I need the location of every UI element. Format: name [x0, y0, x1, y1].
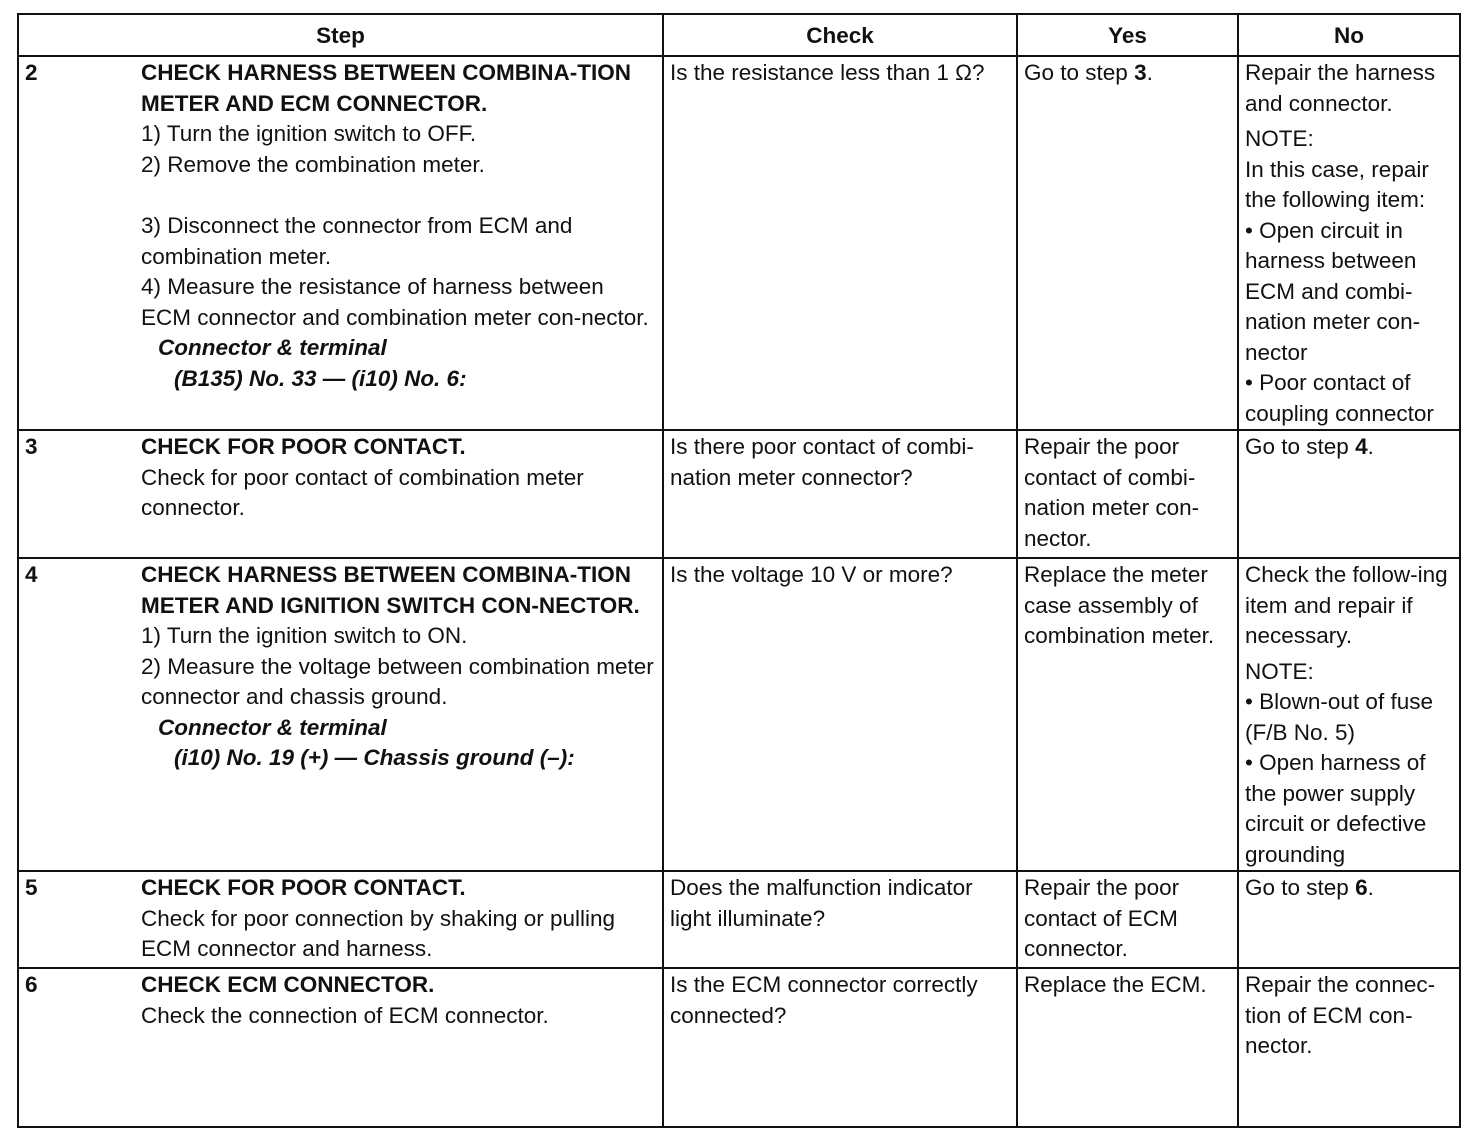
no-action: Check the follow-ing item and repair if necessary.	[1245, 562, 1448, 648]
check-cell	[663, 871, 1017, 968]
step-cell	[18, 871, 663, 968]
yes-cell	[1017, 430, 1238, 558]
header-row	[18, 14, 1460, 56]
header-no: No	[1238, 14, 1460, 56]
check-cell	[663, 558, 1017, 871]
no-action: Go to step 4.	[1245, 434, 1374, 459]
yes-cell	[1017, 56, 1238, 430]
check-question: Is the resistance less than 1 Ω?	[670, 60, 985, 85]
check-question: Is the ECM connector correctly connected?	[670, 972, 978, 1028]
no-cell	[1238, 968, 1460, 1127]
connector-terminal: (i10) No. 19 (+) — Chassis ground (–):	[174, 745, 575, 770]
step-number: 3	[25, 434, 38, 459]
check-cell	[663, 56, 1017, 430]
step-title: CHECK FOR POOR CONTACT.	[141, 434, 466, 459]
note-item: • Open harness of the power supply circuit or defective grounding	[1245, 750, 1427, 867]
no-cell	[1238, 430, 1460, 558]
step-description: Check for poor contact of combination meter connector.	[141, 464, 584, 520]
yes-cell	[1017, 968, 1238, 1127]
step-title: CHECK HARNESS BETWEEN COMBINA-TION METER AND ECM CONNECTOR.	[141, 60, 632, 116]
no-action: Go to step 6.	[1245, 875, 1374, 900]
table-row	[18, 968, 1460, 1127]
yes-action: Repair the poor contact of combi-nation meter con-nector.	[1024, 434, 1200, 551]
step-instruction: 1) Turn the ignition switch to OFF.	[141, 121, 477, 146]
no-cell	[1238, 871, 1460, 968]
header-check: Check	[663, 14, 1017, 56]
table-row	[18, 871, 1460, 968]
step-description: Check the connection of ECM connector.	[141, 1002, 549, 1028]
step-title: CHECK FOR POOR CONTACT.	[141, 875, 466, 900]
step-title: CHECK ECM CONNECTOR.	[141, 972, 435, 997]
connector-label: Connector & terminal	[158, 335, 387, 360]
step-description: Check for poor connection by shaking or pulling ECM connector and harness.	[141, 905, 616, 961]
note-label: NOTE:	[1245, 658, 1314, 684]
yes-cell	[1017, 871, 1238, 968]
step-number: 5	[25, 875, 38, 900]
note-label: NOTE:	[1245, 126, 1314, 151]
note-item: • Open circuit in harness between ECM and combi-nation meter con-nector	[1245, 217, 1421, 365]
step-cell	[18, 558, 663, 871]
no-cell	[1238, 56, 1460, 430]
step-instruction: 3) Disconnect the connector from ECM and combination meter.	[141, 213, 573, 269]
note-item: • Blown-out of fuse (F/B No. 5)	[1245, 689, 1433, 745]
yes-cell	[1017, 558, 1238, 871]
note-item: • Poor contact of coupling connector	[1245, 370, 1434, 426]
no-action: Repair the harness and connector.	[1245, 60, 1436, 116]
no-cell	[1238, 558, 1460, 871]
table-row	[18, 430, 1460, 558]
diagnostic-table	[17, 13, 1461, 1128]
step-cell	[18, 968, 663, 1127]
step-number: 2	[25, 60, 38, 85]
step-cell	[18, 430, 663, 558]
step-instruction: 2) Measure the voltage between combination meter connector and chassis ground.	[141, 653, 654, 709]
check-question: Does the malfunction indicator light illuminate?	[670, 875, 973, 931]
yes-action: Go to step 3.	[1024, 60, 1153, 85]
step-title: CHECK HARNESS BETWEEN COMBINA-TION METER AND IGNITION SWITCH CON-NECTOR.	[141, 562, 640, 618]
yes-action: Replace the ECM.	[1024, 972, 1207, 997]
step-instruction: 1) Turn the ignition switch to ON.	[141, 623, 468, 648]
header-step: Step	[18, 14, 663, 56]
step-number: 4	[25, 562, 38, 587]
check-question: Is the voltage 10 V or more?	[670, 562, 953, 587]
yes-action: Replace the meter case assembly of combination meter.	[1024, 562, 1215, 648]
no-action: Repair the connec-tion of ECM con-nector.	[1245, 972, 1436, 1058]
check-cell	[663, 430, 1017, 558]
check-cell	[663, 968, 1017, 1127]
table-row	[18, 56, 1460, 430]
step-cell	[18, 56, 663, 430]
step-instruction: 2) Remove the combination meter.	[141, 151, 485, 177]
table-row	[18, 558, 1460, 871]
connector-label: Connector & terminal	[158, 714, 387, 740]
note-intro: In this case, repair the following item:	[1245, 156, 1429, 212]
connector-terminal: (B135) No. 33 — (i10) No. 6:	[174, 365, 467, 391]
header-yes: Yes	[1017, 14, 1238, 56]
step-instruction: 4) Measure the resistance of harness between ECM connector and combination meter con-nector.	[141, 274, 649, 330]
step-number: 6	[25, 972, 38, 997]
check-question: Is there poor contact of combi-nation meter connector?	[670, 434, 974, 490]
yes-action: Repair the poor contact of ECM connector.	[1024, 875, 1180, 961]
